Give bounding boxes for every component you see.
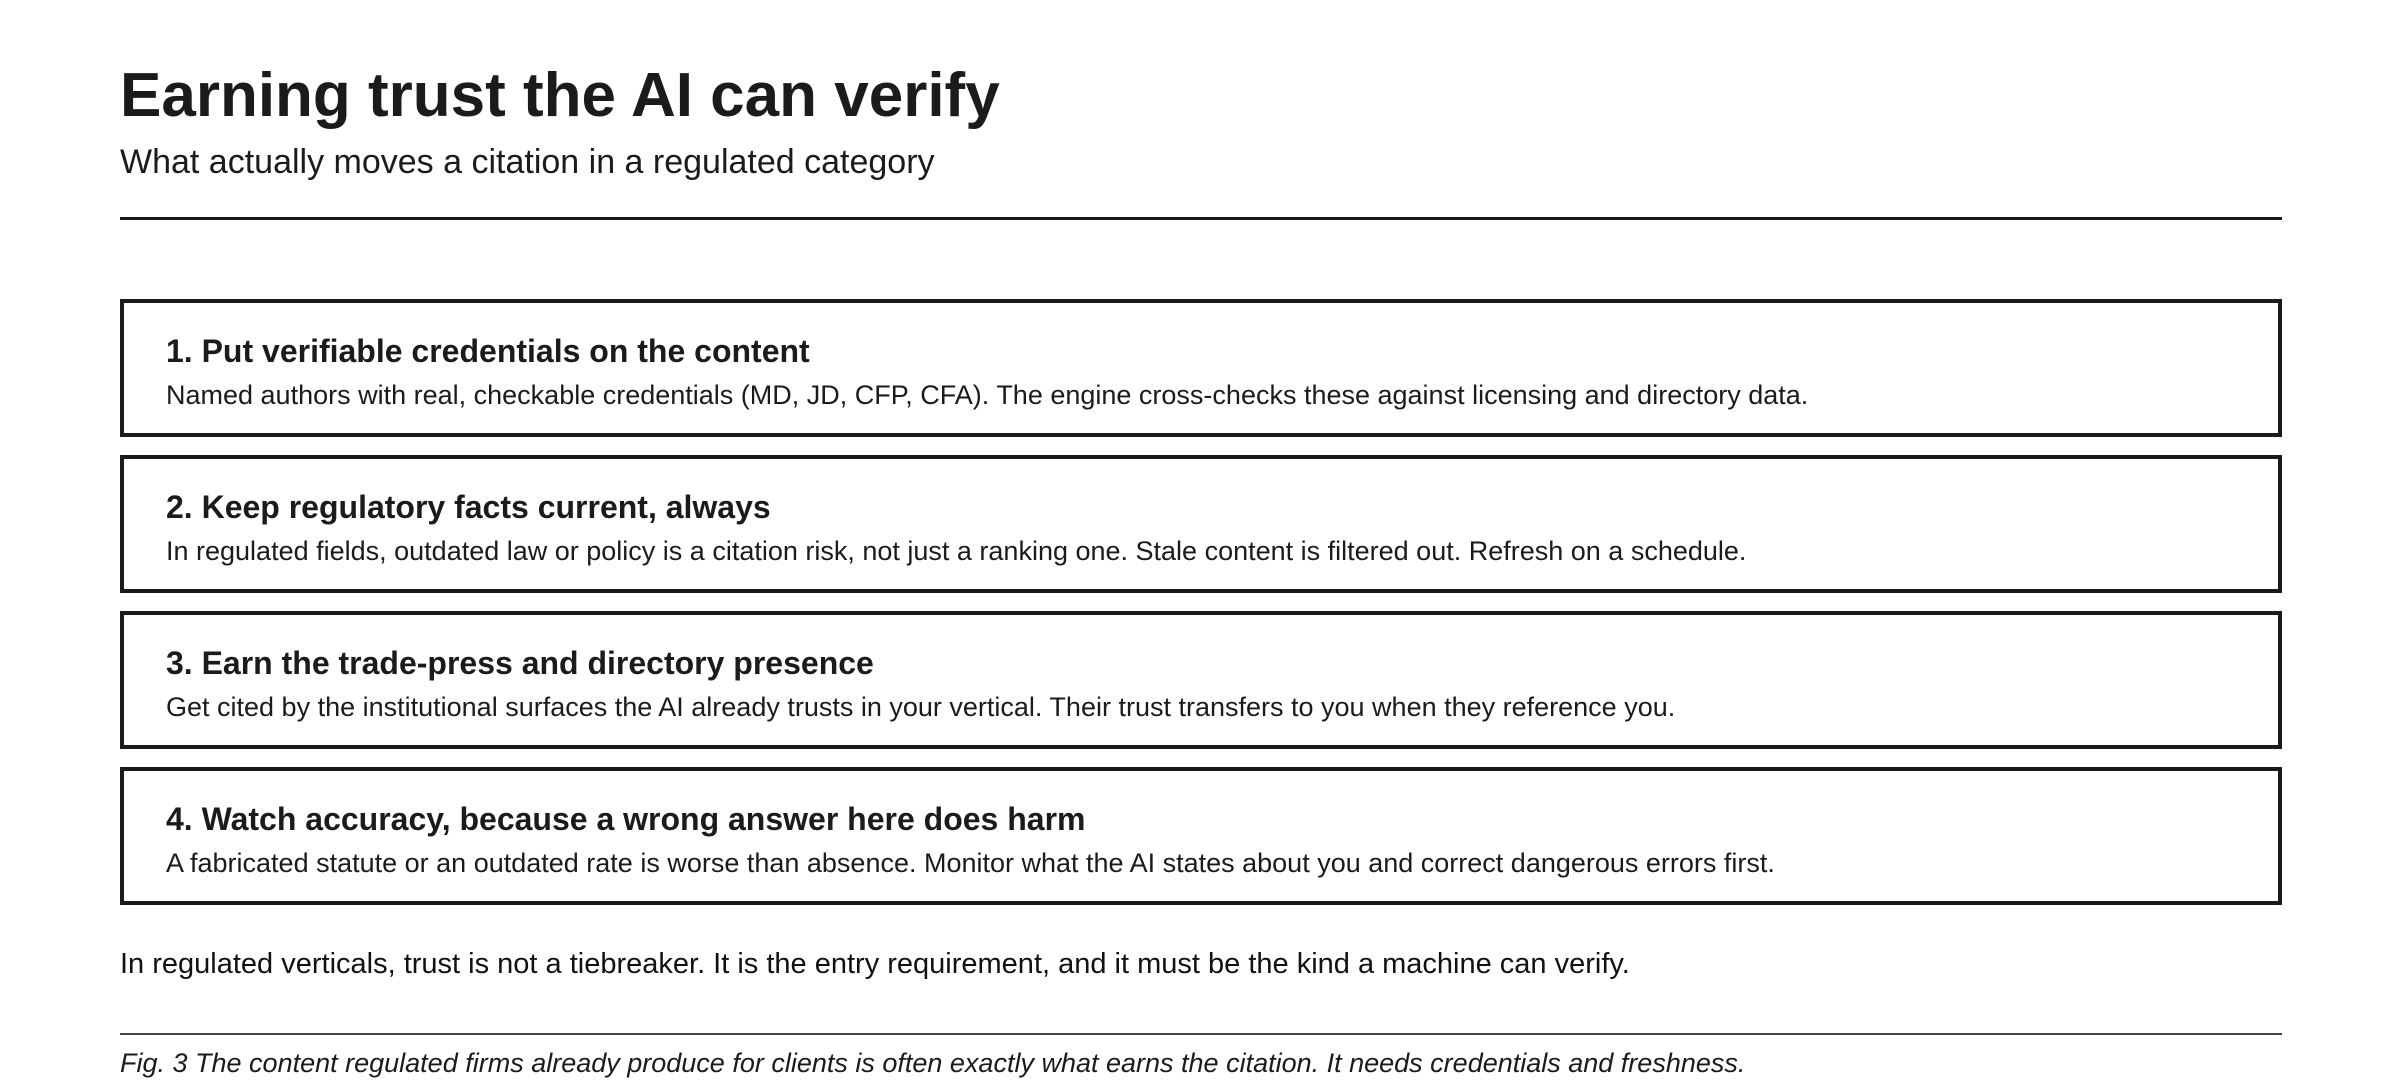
recommendation-card-accuracy (120, 767, 2282, 905)
card-body: A fabricated statute or an outdated rate is worse than absence. Monitor what the AI states about you and correct dangerous errors first. (166, 848, 1775, 878)
card-title: 4. Watch accuracy, because a wrong answer here does harm (166, 801, 1086, 837)
header-divider (120, 217, 2282, 220)
page-subtitle: What actually moves a citation in a regulated category (120, 143, 935, 181)
figure-caption: Fig. 3 The content regulated firms already produce for clients is often exactly what earns the citation. It needs credentials and freshness. (120, 1048, 1746, 1078)
recommendation-card-credentials (120, 299, 2282, 437)
card-title: 1. Put verifiable credentials on the content (166, 333, 810, 369)
closing-statement: In regulated verticals, trust is not a tiebreaker. It is the entry requirement, and it must be the kind a machine can verify. (120, 948, 1630, 980)
recommendation-card-trade-press (120, 611, 2282, 749)
page-title: Earning trust the AI can verify (120, 61, 1000, 130)
card-body: Named authors with real, checkable credentials (MD, JD, CFP, CFA). The engine cross-checks these against licensing and directory data. (166, 380, 1809, 410)
recommendation-card-regulatory-facts (120, 455, 2282, 593)
card-title: 2. Keep regulatory facts current, always (166, 489, 771, 525)
card-body: Get cited by the institutional surfaces the AI already trusts in your vertical. Their trust transfers to you when they reference you. (166, 692, 1676, 722)
card-body: In regulated fields, outdated law or policy is a citation risk, not just a ranking one. Stale content is filtered out. Refresh on a schedule. (166, 536, 1747, 566)
caption-divider (120, 1033, 2282, 1035)
recommendation-list (120, 299, 2282, 923)
card-title: 3. Earn the trade-press and directory presence (166, 645, 874, 681)
